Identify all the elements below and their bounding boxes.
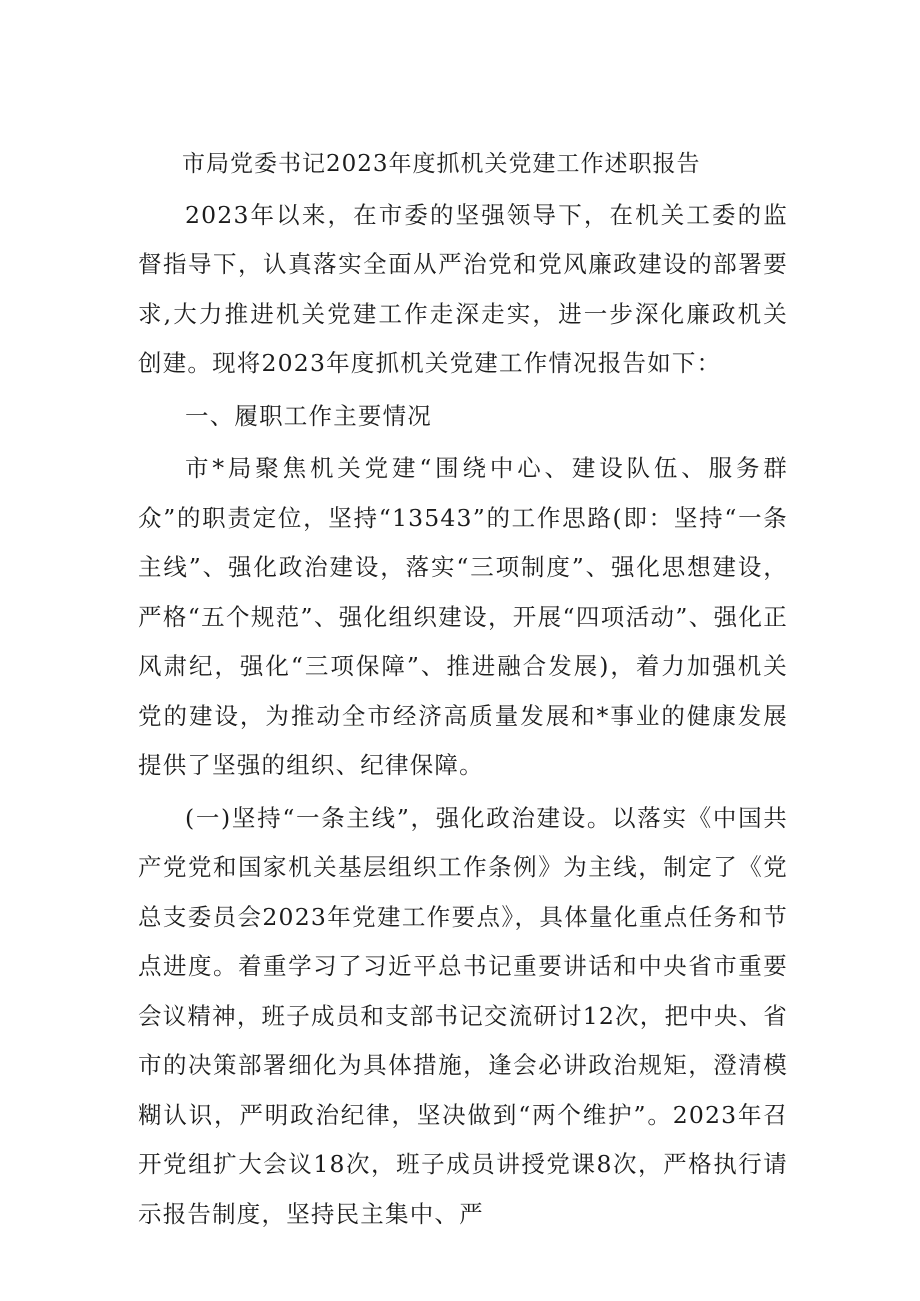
section-paragraph: 市*局聚焦机关党建“围绕中心、建设队伍、服务群众”的职责定位，坚持“13543”的工作思路(即：坚持“一条主线”、强化政治建设，落实“三项制度”、强化思想建设，严格“五个规范”、强化组织建设，开展“四项活动”、强化正风肃纪，强化“三项保障”、推进融合发展)，着力加强机关党的建设，为推动全市经济高质量发展和*事业的健康发展提供了坚强的组织、纪律保障。 <box>138 454 788 779</box>
document-title: 市局党委书记2023年度抓机关党建工作述职报告 <box>182 151 701 177</box>
section-heading: 一、履职工作主要情况 <box>185 401 432 430</box>
intro-paragraph: 2023年以来，在市委的坚强领导下，在机关工委的监督指导下，认真落实全面从严治党和党风廉政建设的部署要求,大力推进机关党建工作走深走实，进一步深化廉政机关创建。现将2023年度抓机关党建工作情况报告如下： <box>138 200 788 377</box>
subsection-paragraph: (一)坚持“一条主线”，强化政治建设。以落实《中国共产党党和国家机关基层组织工作条例》为主线，制定了《党总支委员会2023年党建工作要点》，具体量化重点任务和节点进度。着重学习了习近平总书记重要讲话和中央省市重要会议精神，班子成员和支部书记交流研讨12次，把中央、省市的决策部署细化为具体措施，逢会必讲政治规矩，澄清模糊认识，严明政治纪律，坚决做到“两个维护”。2023年召开党组扩大会议18次，班子成员讲授党课8次，严格执行请示报告制度，坚持民主集中、严 <box>138 803 788 1228</box>
document-body <box>138 140 788 1239</box>
